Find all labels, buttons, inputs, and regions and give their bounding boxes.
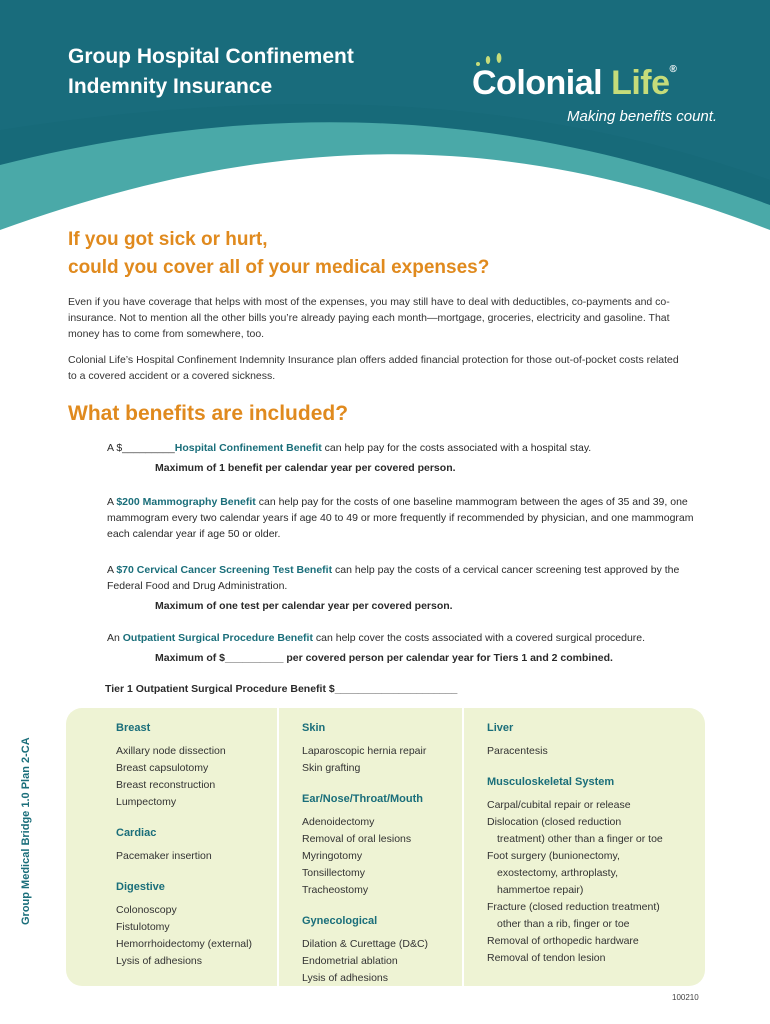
category-heading: Liver (487, 722, 514, 734)
outpatient-prefix: An (107, 632, 123, 644)
column-divider (277, 708, 279, 986)
tier-1-label: Tier 1 Outpatient Surgical Procedure Benefit $_____________________ (105, 683, 458, 695)
logo-word-life: Life (611, 64, 670, 102)
intro-text (68, 294, 688, 394)
procedure-item: Dilation & Curettage (D&C) (302, 938, 429, 950)
cervical-benefit-name: $70 Cervical Cancer Screening Test Benefit (116, 564, 333, 576)
procedure-item: Removal of oral lesions (302, 833, 412, 845)
procedure-item: hammertoe repair) (497, 884, 584, 896)
category-heading: Gynecological (302, 915, 378, 927)
procedure-item: Removal of tendon lesion (487, 952, 606, 964)
procedure-item: Dislocation (closed reduction (487, 816, 622, 828)
cervical-prefix: A (107, 564, 117, 576)
hospital-prefix: A $_________ (107, 442, 175, 454)
mammography-benefit (107, 494, 707, 542)
procedure-item: Paracentesis (487, 745, 548, 757)
question-line-1: If you got sick or hurt, (68, 229, 268, 250)
outpatient-benefit-text: can help cover the costs associated with a covered surgical procedure. (312, 632, 646, 644)
mammography-prefix: A (107, 496, 117, 508)
procedure-item: Adenoidectomy (302, 816, 375, 828)
procedure-item: Hemorrhoidectomy (external) (116, 938, 252, 950)
procedure-item: Tracheostomy (302, 884, 369, 896)
procedure-item: Tonsillectomy (302, 867, 366, 879)
procedure-item: Endometrial ablation (302, 955, 398, 967)
category-heading: Ear/Nose/Throat/Mouth (302, 793, 424, 805)
logo-tagline: Making benefits count. (567, 108, 718, 125)
title-line-2: Indemnity Insurance (68, 75, 273, 98)
category-heading: Breast (116, 722, 151, 734)
outpatient-benefit-name: Outpatient Surgical Procedure Benefit (122, 632, 313, 644)
procedure-item: Colonoscopy (116, 904, 177, 916)
cervical-benefit-max: Maximum of one test per calendar year per covered person. (155, 600, 453, 612)
form-code: 100210 (672, 993, 699, 1002)
procedure-item: Fracture (closed reduction treatment) (487, 901, 660, 913)
procedure-item: Removal of orthopedic hardware (487, 935, 639, 947)
cervical-benefit (107, 562, 707, 614)
category-heading: Skin (302, 722, 326, 734)
mammography-benefit-name: $200 Mammography Benefit (116, 496, 256, 508)
side-plan-label: Group Medical Bridge 1.0 Plan 2-CA (20, 737, 32, 925)
procedure-item: Lysis of adhesions (302, 972, 388, 984)
category-heading: Musculoskeletal System (487, 776, 615, 788)
procedure-item: Axillary node dissection (116, 745, 226, 757)
procedure-item: Carpal/cubital repair or release (487, 799, 631, 811)
hospital-benefit-max: Maximum of 1 benefit per calendar year per covered person. (155, 462, 456, 474)
intro-question (68, 226, 489, 282)
document-title (68, 42, 354, 102)
procedure-item: Skin grafting (302, 762, 361, 774)
procedure-item: Lysis of adhesions (116, 955, 202, 967)
intro-paragraph-1: Even if you have coverage that helps with most of the expenses, you may still have to deal with deductibles, co-payments and co-insurance. Not to mention all the other bills you’re already paying each month—mortgage, groceries, electricity and gasoline. That money has to come from somewhere, too. (68, 296, 670, 340)
procedure-item: Breast reconstruction (116, 779, 216, 791)
cervical-benefit-text: can help pay the costs of a cervical cancer screening test approved by the Federal Food and Drug Administration. (107, 564, 680, 592)
procedure-item: Breast capsulotomy (116, 762, 209, 774)
procedure-item: exostectomy, arthroplasty, (497, 867, 618, 879)
category-heading: Digestive (116, 881, 165, 893)
procedure-item: Laparoscopic hernia repair (302, 745, 427, 757)
procedures-box (66, 708, 705, 986)
category-heading: Cardiac (116, 827, 157, 839)
procedures-column-1 (116, 720, 252, 970)
procedure-item: Lumpectomy (116, 796, 177, 808)
logo-registered-mark: ® (669, 64, 677, 75)
hospital-benefit (107, 440, 707, 476)
logo-word-colonial: Colonial (472, 64, 603, 102)
title-line-1: Group Hospital Confinement (68, 45, 354, 68)
procedure-item: Myringotomy (302, 850, 363, 862)
procedures-column-3 (487, 720, 663, 967)
column-divider (462, 708, 464, 986)
colonial-life-logo (472, 50, 732, 130)
hospital-benefit-text: can help pay for the costs associated with a hospital stay. (321, 442, 592, 454)
mammography-benefit-text: can help pay for the costs of one baseline mammogram between the ages of 35 and 39, one mammogram every two calendar years if age 40 to 49 or more frequently if recommended by physician, and one mammogram each calendar year if age 50 or older. (107, 496, 694, 540)
procedure-item: Fistulotomy (116, 921, 170, 933)
benefits-heading: What benefits are included? (68, 402, 349, 425)
outpatient-benefit (107, 630, 707, 666)
procedures-column-2 (302, 720, 428, 987)
procedure-item: other than a rib, finger or toe (497, 918, 630, 930)
question-line-2: could you cover all of your medical expenses? (68, 257, 490, 278)
outpatient-benefit-max: Maximum of $__________ per covered person per calendar year for Tiers 1 and 2 combined. (155, 652, 613, 664)
intro-paragraph-2: Colonial Life’s Hospital Confinement Indemnity Insurance plan offers added financial protection for those out-of-pocket costs related to a covered accident or a covered sickness. (68, 354, 679, 382)
procedure-item: Foot surgery (bunionectomy, (487, 850, 620, 862)
procedure-item: Pacemaker insertion (116, 850, 212, 862)
hospital-benefit-name: Hospital Confinement Benefit (174, 442, 322, 454)
procedure-item: treatment) other than a finger or toe (497, 833, 663, 845)
